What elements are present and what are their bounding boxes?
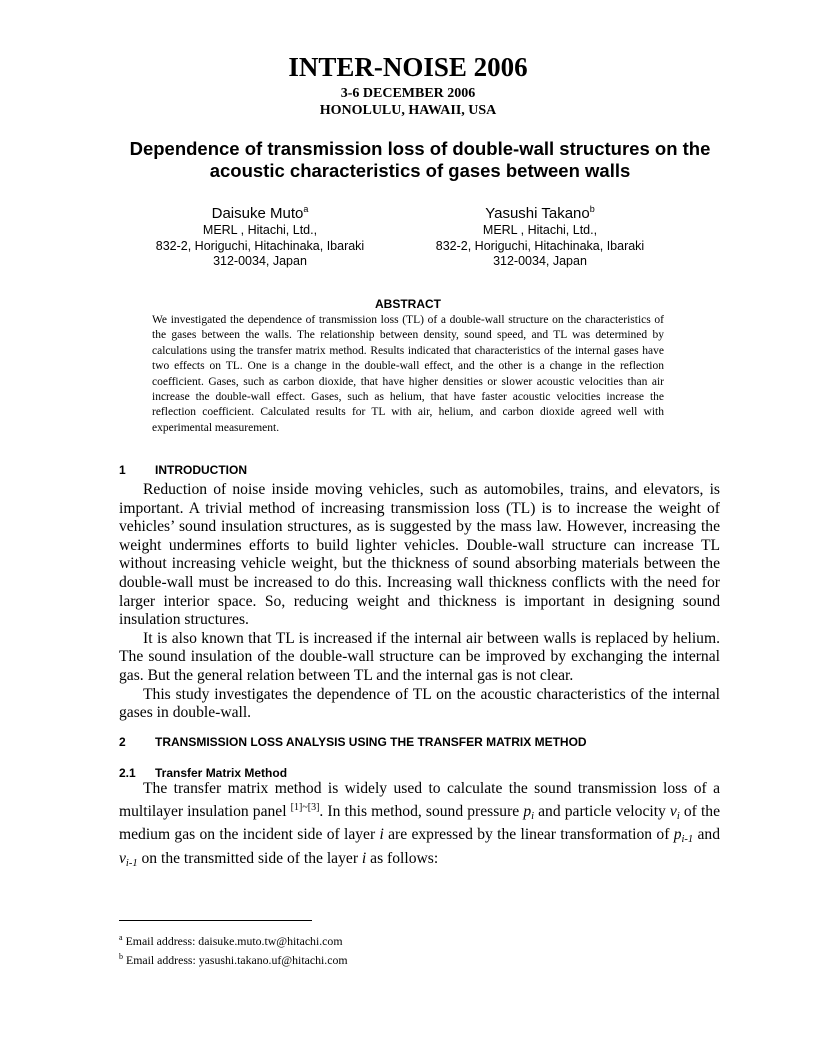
introduction-paragraph-2: It is also known that TL is increased if the internal air between walls is replaced by helium. The sound insulation of the double-wall structure can be improved by exchanging the internal gas. But the general relation between TL and the internal gas is not clear. bbox=[119, 629, 720, 684]
subscript-i: i bbox=[531, 810, 535, 822]
section-2-1-heading bbox=[119, 766, 287, 780]
introduction-body bbox=[119, 481, 720, 723]
paper-title bbox=[90, 138, 750, 182]
author-name-a: Daisuke Muto$^a$ bbox=[211, 204, 309, 222]
author-postcode-b: 312-0034, Japan bbox=[493, 254, 587, 268]
section-2-number: 2 bbox=[119, 735, 126, 749]
transfer-matrix-body bbox=[119, 780, 720, 873]
footnote-divider bbox=[119, 920, 312, 921]
abstract-text: We investigated the dependence of transmission loss (TL) of a double-wall structure on the characteristics of the gases between the walls. The relationship between density, sound speed, and TL was determined by calculations using the transfer matrix method. Results indicated that characteristics of the internal gases have two effects on TL. One is a change in the double-wall effect, and the other is a change in the reflection coefficient. Gases, such as carbon dioxide, that have higher densities or slower acoustic velocities than air increase the double-wall effect. Gases, such as helium, that have faster acoustic velocities increase the reflection coefficient. Calculated results for TL with air, helium, and carbon dioxide agreed well with experimental measurement. bbox=[152, 314, 664, 434]
footnote-b bbox=[119, 949, 719, 968]
section-2-heading bbox=[119, 735, 587, 749]
footnote-text-b: Email address: yasushi.takano.uf@hitachi.com bbox=[126, 952, 348, 967]
symbol-i: i bbox=[361, 849, 367, 867]
author-postcode-a: 312-0034, Japan bbox=[213, 254, 307, 268]
footnote-mark-b: b bbox=[119, 951, 123, 961]
conference-location: HONOLULU, HAWAII, USA bbox=[319, 103, 497, 118]
symbol-p: p bbox=[523, 802, 532, 820]
subscript-i: i bbox=[676, 810, 680, 822]
transfer-matrix-paragraph: The transfer matrix method is widely used to calculate the sound transmission loss of a multilayer insulation panel [1]~[3]. In this method, sound pressure $p_i$ and particle velocity $v_i$ of the medium gas on the incident side of layer i are expressed by the linear transformation of $p_{i-1}$ and $v_{i-1}$ on the transmitted side of the layer i as follows: bbox=[119, 780, 721, 869]
symbol-p: p bbox=[673, 826, 682, 844]
subscript-i-1: i-1 bbox=[681, 834, 694, 846]
author-address-b: 832-2, Horiguchi, Hitachinaka, Ibaraki bbox=[435, 238, 645, 253]
section-2-title: TRANSMISSION LOSS ANALYSIS USING THE TRANSFER MATRIX METHOD bbox=[155, 735, 587, 749]
paper-title-line-1: Dependence of transmission loss of double-wall structures on the bbox=[129, 138, 711, 159]
symbol-v: v bbox=[669, 802, 677, 820]
subscript-i-1: i-1 bbox=[125, 857, 138, 869]
conference-date: 3-6 DECEMBER 2006 bbox=[340, 86, 476, 101]
footnote-text-a: Email address: daisuke.muto.tw@hitachi.com bbox=[125, 933, 343, 948]
author-org-a: MERL , Hitachi, Ltd., bbox=[202, 223, 318, 237]
footnote-mark-a: a bbox=[119, 933, 123, 942]
author-mark-b: b bbox=[589, 204, 595, 214]
paper-title-line-2: acoustic characteristics of gases between walls bbox=[209, 160, 631, 181]
section-1-heading bbox=[119, 463, 247, 477]
author-address-a: 832-2, Horiguchi, Hitachinaka, Ibaraki bbox=[155, 238, 365, 253]
section-1-title: INTRODUCTION bbox=[155, 463, 247, 477]
symbol-i: i bbox=[379, 826, 384, 844]
footnote-a bbox=[119, 930, 719, 949]
citation-ref: [1]~[3] bbox=[290, 801, 320, 813]
symbol-v: v bbox=[119, 849, 126, 867]
section-2-1-title: Transfer Matrix Method bbox=[155, 766, 288, 780]
author-block-a bbox=[110, 200, 410, 270]
introduction-paragraph-3: This study investigates the dependence of TL on the acoustic characteristics of the internal gases in double-wall. bbox=[119, 685, 720, 722]
footnotes bbox=[119, 930, 719, 968]
conference-title: INTER-NOISE 2006 bbox=[288, 52, 528, 82]
section-1-number: 1 bbox=[119, 463, 126, 477]
abstract-heading: ABSTRACT bbox=[375, 297, 441, 311]
author-name-b: Yasushi Takano$^b$ bbox=[485, 204, 595, 222]
author-mark-a: a bbox=[303, 204, 309, 214]
author-org-b: MERL , Hitachi, Ltd., bbox=[482, 223, 598, 237]
author-block-b bbox=[390, 200, 690, 270]
section-2-1-number: 2.1 bbox=[119, 766, 136, 780]
introduction-paragraph-1: Reduction of noise inside moving vehicles, such as automobiles, trains, and elevators, is important. A trivial method of increasing transmission loss (TL) is to increase the weight of vehicles’ sound insulation structures, as is suggested by the mass law. However, increasing the weight undermines efforts to build lighter vehicles. Double-wall structure can increase TL without increasing vehicle weight, but the thickness of sound absorbing materials between the double-wall must be increased to do this. Increasing wall thickness conflicts with the need for larger interior space. So, reducing weight and thickness is important in designing sound insulation structures. bbox=[119, 481, 720, 629]
